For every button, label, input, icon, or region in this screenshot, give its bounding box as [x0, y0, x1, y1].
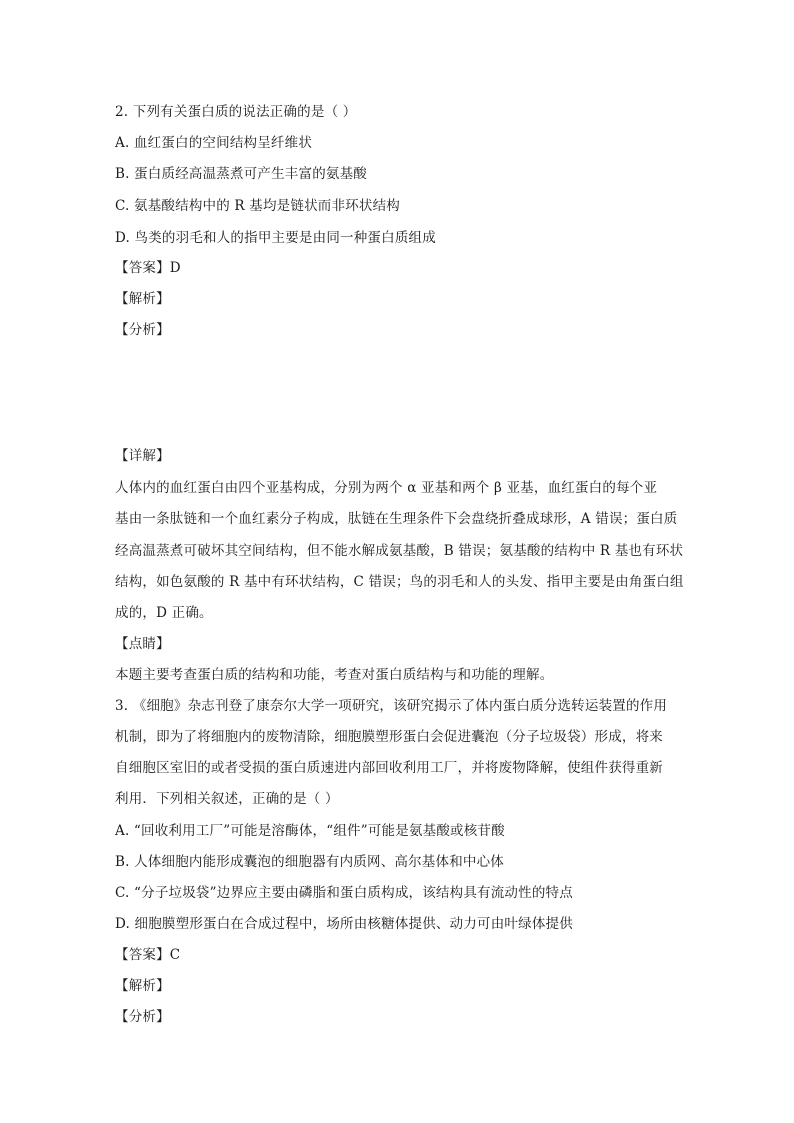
- question-3-option-c: C. “分子垃圾袋”边界应主要由磷脂和蛋白质构成，该结构具有流动性的特点: [115, 885, 573, 901]
- question-2-detail-line-4: 结构，如色氨酸的 R 基中有环状结构，C 错误；鸟的羽毛和人的头发、指甲主要是由角蛋白组: [115, 574, 684, 590]
- question-2-analysis-label: 【解析】: [115, 291, 170, 307]
- question-2-detail-label: 【详解】: [115, 448, 170, 464]
- question-2-detail-line-1: 人体内的血红蛋白由四个亚基构成，分别为两个 α 亚基和两个 β 亚基，血红蛋白的每个亚: [115, 480, 658, 496]
- question-2-detail-line-5: 成的，D 正确。: [115, 605, 213, 621]
- question-3-stem-line-2: 机制，即为了将细胞内的废物清除，细胞膜塑形蛋白会促进囊泡（分子垃圾袋）形成，将来: [115, 729, 663, 745]
- question-2-fenxi-label: 【分析】: [115, 322, 170, 338]
- question-2-dianjing-text: 本题主要考查蛋白质的结构和功能，考查对蛋白质结构与和功能的理解。: [115, 667, 554, 683]
- question-3-option-b: B. 人体细胞内能形成囊泡的细胞器有内质网、高尔基体和中心体: [115, 854, 505, 870]
- question-2-detail-line-3: 经高温蒸煮可破坏其空间结构，但不能水解成氨基酸，B 错误；氨基酸的结构中 R 基也有环状: [115, 543, 684, 559]
- question-2-option-a: A. 血红蛋白的空间结构呈纤维状: [115, 135, 313, 151]
- question-2-option-d: D. 鸟类的羽毛和人的指甲主要是由同一种蛋白质组成: [115, 230, 436, 246]
- question-2-option-c: C. 氨基酸结构中的 R 基均是链状而非环状结构: [115, 198, 400, 214]
- question-3-analysis-label: 【解析】: [115, 978, 170, 994]
- question-2-dianjing-label: 【点睛】: [115, 636, 170, 652]
- question-2-option-b: B. 蛋白质经高温蒸煮可产生丰富的氨基酸: [115, 166, 368, 182]
- question-2-stem: 2. 下列有关蛋白质的说法正确的是（ ）: [115, 104, 357, 120]
- question-3-answer: 【答案】C: [115, 947, 181, 963]
- question-3-stem-line-4: 利用．下列相关叙述，正确的是（ ）: [115, 791, 339, 807]
- question-2-detail-line-2: 基由一条肽链和一个血红素分子构成，肽链在生理条件下会盘绕折叠成球形，A 错误；蛋白质: [115, 511, 678, 527]
- question-3-option-d: D. 细胞膜塑形蛋白在合成过程中，场所由核糖体提供、动力可由叶绿体提供: [115, 916, 573, 932]
- question-3-fenxi-label: 【分析】: [115, 1009, 170, 1025]
- question-2-answer: 【答案】D: [115, 260, 181, 276]
- question-3-stem-line-1: 3. 《细胞》杂志刊登了康奈尔大学一项研究，该研究揭示了体内蛋白质分选转运装置的作用: [115, 698, 668, 714]
- question-3-option-a: A. “回收利用工厂”可能是溶酶体，“组件”可能是氨基酸或核苷酸: [115, 823, 505, 839]
- question-3-stem-line-3: 自细胞区室旧的或者受损的蛋白质速进内部回收利用工厂，并将废物降解，使组件获得重新: [115, 760, 663, 776]
